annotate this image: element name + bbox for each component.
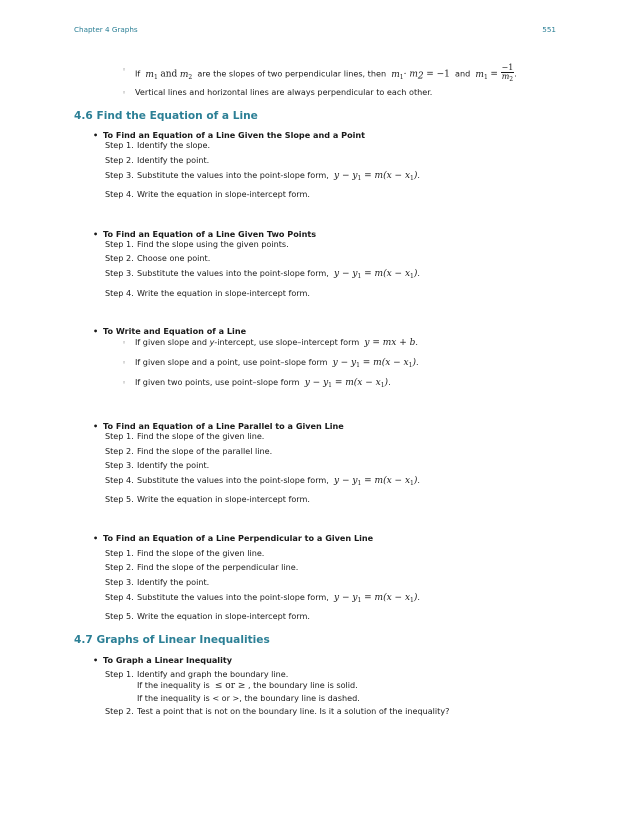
vertical-horizontal-bullet: Vertical lines and horizontal lines are always perpendicular to each other. — [135, 87, 433, 97]
step-item: Step 5. Write the equation in slope-intercept form. — [105, 611, 310, 621]
block-heading-parallel: • To Find an Equation of a Line Parallel to a Given Line — [93, 421, 344, 431]
step-item: Step 3. Substitute the values into the point-slope form, $y - y_1 = m(x - x_1)$. — [105, 268, 420, 280]
dashed-line-note: If the inequality is < or >, the boundary line is dashed. — [137, 693, 360, 703]
sub-bullet-dot: ◦ — [122, 379, 127, 387]
sub-bullet-dot: ◦ — [122, 89, 127, 97]
block-heading-slope-point: • To Find an Equation of a Line Given the Slope and a Point — [93, 130, 366, 140]
perpendicular-slopes-bullet: If $m_1$ and $m_2$ are the slopes of two perpendicular lines, then $m_1\cdot m_2 = -1$ and $m_1$ = $\frac{-1}{m_2}$ . — [135, 63, 517, 83]
step-item: Step 2. Choose one point. — [105, 253, 211, 263]
slope-intercept-sub-bullet: If given slope and y-intercept, use slope–intercept form y = mx + b. — [135, 337, 418, 348]
step-item: Step 3. Identify the point. — [105, 577, 210, 587]
negative-reciprocal-fraction: $\frac{-1}{m_2}$ — [501, 63, 514, 83]
sub-bullet-dot: ◦ — [122, 66, 127, 74]
running-header-chapter: Chapter 4 Graphs — [74, 25, 138, 34]
step-item: Step 2. Find the slope of the perpendicular line. — [105, 562, 299, 572]
step-item: Step 4. Write the equation in slope-intercept form. — [105, 189, 310, 199]
sub-bullet-dot: ◦ — [122, 359, 127, 367]
block-heading-graph-inequality: • To Graph a Linear Inequality — [93, 655, 233, 665]
sub-bullet-dot: ◦ — [122, 339, 127, 347]
step-item: Step 1. Find the slope of the given line. — [105, 548, 265, 558]
step-item: Step 1. Identify and graph the boundary line. — [105, 669, 289, 679]
point-slope-formula: $y - y_1 = m(x - x_1)$ — [334, 593, 418, 604]
step-item: Step 1. Find the slope using the given points. — [105, 239, 289, 249]
step-item: Step 3. Identify the point. — [105, 460, 210, 470]
page-number: 551 — [542, 25, 556, 34]
step-item: Step 1. Identify the slope. — [105, 140, 211, 150]
step-item: Step 3. Substitute the values into the point-slope form, $y - y_1 = m(x - x_1)$. — [105, 170, 420, 182]
slope-intercept-formula: y = mx + b — [364, 338, 416, 348]
step-item: Step 2. Identify the point. — [105, 155, 210, 165]
point-slope-formula: $y - y_1 = m(x - x_1)$ — [332, 358, 416, 369]
step-item: Step 4. Write the equation in slope-intercept form. — [105, 288, 310, 298]
step-item: Step 4. Substitute the values into the point-slope form, $y - y_1 = m(x - x_1)$. — [105, 475, 420, 487]
point-slope-formula: $y - y_1 = m(x - x_1)$ — [334, 269, 418, 280]
point-slope-formula: $y - y_1 = m(x - x_1)$ — [334, 171, 418, 182]
section-title-4-7: 4.7 Graphs of Linear Inequalities — [74, 634, 270, 646]
step-item: Step 2. Find the slope of the parallel line. — [105, 446, 273, 456]
step-item: Step 1. Find the slope of the given line. — [105, 431, 265, 441]
step-item: Step 2. Test a point that is not on the boundary line. Is it a solution of the inequality? — [105, 706, 450, 716]
solid-line-note: If the inequality is ≤ or ≥ , the boundary line is solid. — [137, 680, 358, 691]
block-heading-write-equation: • To Write and Equation of a Line — [93, 326, 247, 336]
point-slope-formula: $y - y_1 = m(x - x_1)$ — [304, 378, 389, 389]
point-slope-formula: $y - y_1 = m(x - x_1)$ — [334, 476, 418, 487]
two-points-sub-bullet: If given two points, use point–slope form $y - y_1 = m(x - x_1)$. — [135, 377, 391, 389]
step-item: Step 5. Write the equation in slope-intercept form. — [105, 494, 310, 504]
section-title-4-6: 4.6 Find the Equation of a Line — [74, 110, 258, 122]
block-heading-two-points: • To Find an Equation of a Line Given Two Points — [93, 229, 317, 239]
step-item: Step 4. Substitute the values into the point-slope form, $y - y_1 = m(x - x_1)$. — [105, 592, 420, 604]
block-heading-perpendicular: • To Find an Equation of a Line Perpendicular to a Given Line — [93, 533, 374, 543]
slope-point-sub-bullet: If given slope and a point, use point–slope form $y - y_1 = m(x - x_1)$. — [135, 357, 419, 369]
